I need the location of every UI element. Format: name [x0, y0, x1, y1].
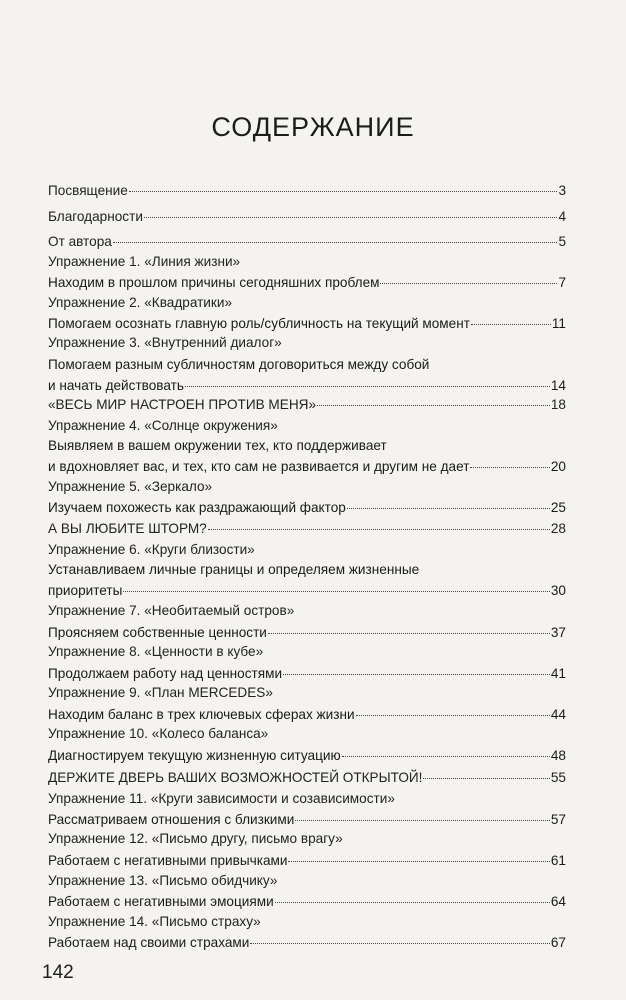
toc-entry-text: Помогаем осознать главную роль/субличность на текущий момент: [48, 316, 470, 331]
dot-leader: [380, 269, 557, 284]
toc-line: [48, 601, 566, 621]
toc-entry-page: 20: [550, 459, 566, 474]
dot-leader: [295, 806, 550, 821]
toc-entry: [48, 313, 566, 333]
toc-entry-page: 4: [558, 209, 566, 224]
toc-entry-text: Упражнение 12. «Письмо другу, письмо врагу»: [48, 831, 343, 846]
dot-leader: [185, 372, 550, 387]
toc-entry: [48, 231, 566, 251]
toc-entry: [48, 394, 566, 414]
toc-entry: [48, 850, 566, 870]
toc-entry-text: Посвящение: [48, 183, 128, 198]
toc-entry-page: 67: [550, 935, 566, 950]
toc-entry-text: ДЕРЖИТЕ ДВЕРЬ ВАШИХ ВОЗМОЖНОСТЕЙ ОТКРЫТОЙ!: [48, 770, 423, 785]
toc-entry: [48, 622, 566, 642]
toc-entry-text: Благодарности: [48, 209, 143, 224]
dot-leader: [356, 701, 550, 716]
page-title: СОДЕРЖАНИЕ: [211, 112, 415, 142]
toc-entry-text: Упражнение 3. «Внутренний диалог»: [48, 335, 282, 350]
dot-leader: [275, 888, 550, 903]
toc-entry-text: Продолжаем работу над ценностями: [48, 666, 283, 681]
toc-entry-text: Упражнение 13. «Письмо обидчику»: [48, 873, 278, 888]
dot-leader: [342, 742, 550, 757]
toc-entry-page: 11: [551, 316, 566, 331]
toc-entry-text: От автора: [48, 234, 112, 249]
toc-entry-text: и вдохновляет вас, и тех, кто сам не развивается и другим не дает: [48, 459, 470, 474]
toc-entry-page: 5: [558, 234, 566, 249]
toc-entry-text: Упражнение 1. «Линия жизни»: [48, 254, 241, 269]
toc-entry-page: 44: [550, 707, 566, 722]
dot-leader: [250, 929, 550, 944]
toc-entry-text: А ВЫ ЛЮБИТЕ ШТОРМ?: [48, 521, 207, 536]
dot-leader: [283, 660, 550, 675]
toc-entry-text: приоритеты: [48, 583, 123, 598]
toc-entry: [48, 932, 566, 952]
dot-leader: [208, 515, 550, 530]
toc-entry-page: 28: [550, 521, 566, 536]
toc-entry-text: Упражнение 6. «Круги близости»: [48, 542, 255, 557]
toc-entry-page: 25: [550, 500, 566, 515]
dot-leader: [423, 764, 549, 779]
toc-entry-text: Рассматриваем отношения с близкими: [48, 812, 295, 827]
toc-entry: [48, 809, 566, 829]
dot-leader: [268, 619, 550, 634]
toc-entry-page: 55: [550, 770, 566, 785]
toc-entry-page: 7: [558, 275, 566, 290]
toc-entry: [48, 456, 566, 476]
toc-entry: [48, 704, 566, 724]
toc-entry: [48, 497, 566, 517]
toc-entry-text: Упражнение 4. «Солнце окружения»: [48, 418, 278, 433]
toc-entry-text: «ВЕСЬ МИР НАСТРОЕН ПРОТИВ МЕНЯ»: [48, 397, 317, 412]
toc-entry-text: Изучаем похожесть как раздражающий фактор: [48, 500, 346, 515]
toc-line: [48, 642, 566, 662]
toc-line: [48, 829, 566, 849]
toc-line: [48, 540, 566, 560]
dot-leader: [129, 177, 558, 192]
toc-entry-text: Помогаем разным субличностям договориться между собой: [48, 357, 430, 372]
toc-line: [48, 333, 566, 353]
toc-entry-text: Упражнение 10. «Колесо баланса»: [48, 726, 269, 741]
toc-line: [48, 416, 566, 436]
dot-leader: [144, 203, 558, 218]
toc-line: [48, 683, 566, 703]
toc-entry-page: 48: [550, 748, 566, 763]
toc-entry-text: Работаем с негативными привычками: [48, 853, 288, 868]
dot-leader: [470, 453, 549, 468]
toc-entry-text: Упражнение 5. «Зеркало»: [48, 479, 213, 494]
toc-entry-text: Диагностируем текущую жизненную ситуацию: [48, 748, 341, 763]
page-number: 142: [42, 962, 74, 983]
toc-entry-text: Работаем с негативными эмоциями: [48, 894, 274, 909]
toc-entry-text: Работаем над своими страхами: [48, 935, 250, 950]
toc-entry-text: Упражнение 7. «Необитаемый остров»: [48, 603, 295, 618]
toc-entry-page: 61: [550, 853, 566, 868]
toc-entry-text: Упражнение 9. «План MERCEDES»: [48, 685, 273, 700]
toc-entry-text: и начать действовать: [48, 378, 184, 393]
toc-entry-page: 41: [550, 666, 566, 681]
toc-entry-text: Выявляем в вашем окружении тех, кто поддерживает: [48, 438, 387, 453]
toc-entry-text: Упражнение 2. «Квадратики»: [48, 295, 232, 310]
toc-entry-text: Находим в прошлом причины сегодняшних проблем: [48, 275, 380, 290]
toc-entry-page: 3: [558, 183, 566, 198]
toc-entry: [48, 767, 566, 787]
toc-entry-text: Упражнение 11. «Круги зависимости и созависимости»: [48, 791, 395, 806]
toc-entry-page: 14: [550, 378, 566, 393]
toc-entry: [48, 580, 566, 600]
toc-entry: [48, 663, 566, 683]
dot-leader: [471, 310, 551, 325]
toc-entry-text: Проясняем собственные ценности: [48, 625, 267, 640]
dot-leader: [113, 228, 558, 243]
toc-line: [48, 724, 566, 744]
toc-entry: [48, 518, 566, 538]
toc-entry-page: 18: [550, 397, 566, 412]
dot-leader: [123, 577, 549, 592]
toc-entry: [48, 180, 566, 200]
toc-entry: [48, 745, 566, 765]
toc-entry-page: 37: [550, 625, 566, 640]
dot-leader: [317, 391, 550, 406]
toc-entry-text: Находим баланс в трех ключевых сферах жизни: [48, 707, 355, 722]
toc-entry-text: Упражнение 8. «Ценности в кубе»: [48, 644, 264, 659]
toc-entry-text: Устанавливаем личные границы и определяем жизненные: [48, 562, 420, 577]
toc-entry: [48, 891, 566, 911]
toc-entry-text: Упражнение 14. «Письмо страху»: [48, 914, 261, 929]
toc-entry-page: 30: [550, 583, 566, 598]
dot-leader: [288, 847, 549, 862]
toc-entry: [48, 272, 566, 292]
toc-entry-page: 57: [550, 812, 566, 827]
toc-entry-page: 64: [550, 894, 566, 909]
dot-leader: [347, 494, 550, 509]
toc-entry: [48, 206, 566, 226]
